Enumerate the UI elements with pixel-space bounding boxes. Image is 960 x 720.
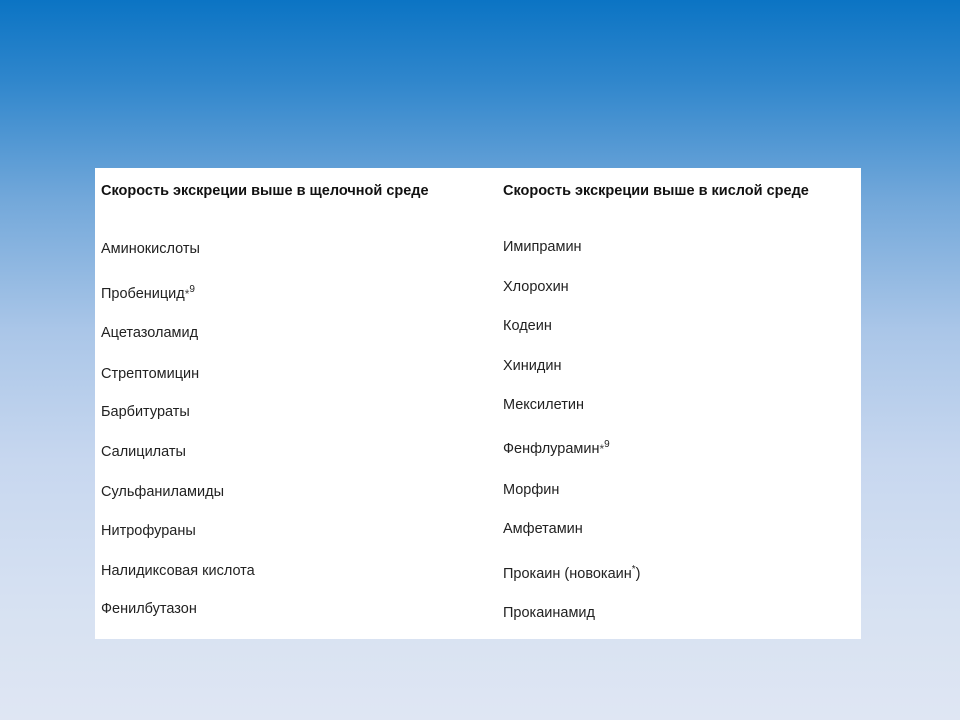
left-item: Салицилаты xyxy=(101,444,186,460)
right-item: Морфин xyxy=(503,482,560,498)
right-item: Прокаин (новокаин*) xyxy=(503,564,641,582)
left-item: Барбитураты xyxy=(101,404,190,420)
left-item: Ацетазоламид xyxy=(101,325,199,341)
left-item: Фенилбутазон xyxy=(101,601,197,617)
left-item: Стрептомицин xyxy=(101,366,200,382)
left-item: Нитрофураны xyxy=(101,523,196,539)
right-item: Амфетамин xyxy=(503,521,583,537)
left-item: Сульфаниламиды xyxy=(101,484,224,500)
header-alkaline: Скорость экскреции выше в щелочной среде xyxy=(101,183,429,199)
header-acidic: Скорость экскреции выше в кислой среде xyxy=(503,183,809,199)
right-item: Фенфлурамин*$^9$ xyxy=(503,439,610,457)
left-item: Пробеницид*$^9$ xyxy=(101,284,195,302)
right-item: Прокаинамид xyxy=(503,605,595,621)
right-item: Хлорохин xyxy=(503,279,569,295)
right-item: Хинидин xyxy=(503,358,562,374)
excretion-table xyxy=(95,168,861,639)
right-item: Имипрамин xyxy=(503,239,582,255)
right-item: Кодеин xyxy=(503,318,552,334)
left-item: Налидиксовая кислота xyxy=(101,563,255,579)
left-item: Аминокислоты xyxy=(101,241,200,257)
right-item: Мексилетин xyxy=(503,397,584,413)
